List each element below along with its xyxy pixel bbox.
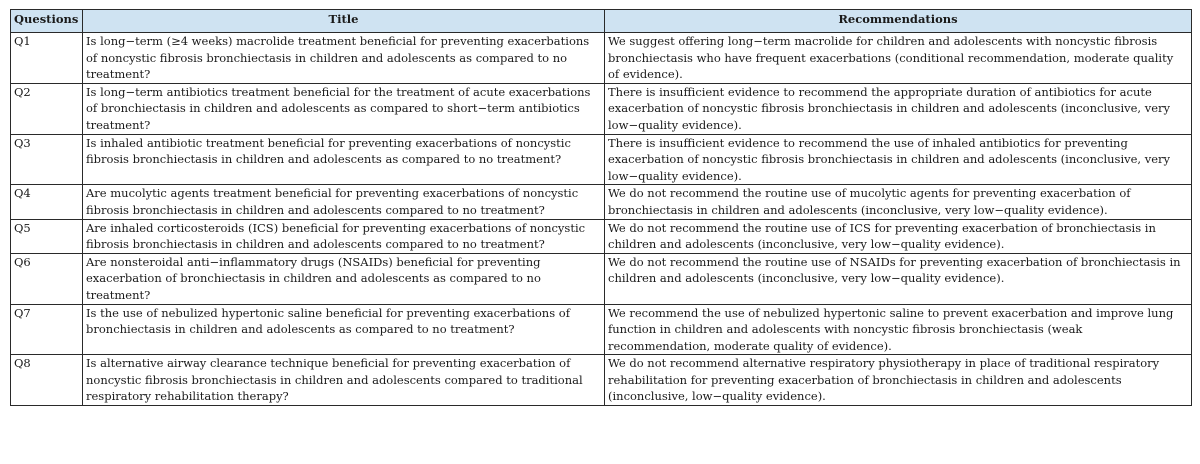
question-title-cell: Is long−term (≥4 weeks) macrolide treatment beneficial for preventing exacerbations of noncystic fibrosis bronchiectasis in children and adolescents as compared to no treatment? [83,33,605,84]
question-id-cell: Q1 [11,33,83,84]
question-title-cell: Are inhaled corticosteroids (ICS) beneficial for preventing exacerbations of noncystic fibrosis bronchiectasis in children and adolescents compared to no treatment? [83,219,605,253]
header-questions: Questions [11,10,83,33]
table-row [11,185,1192,219]
question-title-cell: Is alternative airway clearance technique beneficial for preventing exacerbation of noncystic fibrosis bronchiectasis in children and adolescents compared to traditional respiratory rehabilitation therapy? [83,355,605,406]
table-body [11,33,1192,406]
question-id-cell: Q2 [11,83,83,134]
table-row [11,355,1192,406]
header-row [11,10,1192,33]
recommendation-cell: There is insufficient evidence to recommend the use of inhaled antibiotics for preventing exacerbation of noncystic fibrosis bronchiectasis in children and adolescents (inconclusive, very low−quality evidence). [605,134,1192,185]
question-id-cell: Q5 [11,219,83,253]
question-id-cell: Q7 [11,304,83,355]
recommendation-cell: We do not recommend the routine use of NSAIDs for preventing exacerbation of bronchiectasis in children and adolescents (inconclusive, very low−quality evidence). [605,253,1192,304]
table-row [11,83,1192,134]
recommendation-cell: We do not recommend the routine use of ICS for preventing exacerbation of bronchiectasis in children and adolescents (inconclusive, very low−quality evidence). [605,219,1192,253]
question-id-cell: Q6 [11,253,83,304]
question-title-cell: Are nonsteroidal anti−inflammatory drugs (NSAIDs) beneficial for preventing exacerbation of bronchiectasis in children and adolescents as compared to no treatment? [83,253,605,304]
question-title-cell: Is inhaled antibiotic treatment beneficial for preventing exacerbations of noncystic fibrosis bronchiectasis in children and adolescents as compared to no treatment? [83,134,605,185]
recommendations-table [10,9,1192,406]
question-title-cell: Are mucolytic agents treatment beneficial for preventing exacerbations of noncystic fibrosis bronchiectasis in children and adolescents compared to no treatment? [83,185,605,219]
recommendation-cell: We suggest offering long−term macrolide for children and adolescents with noncystic fibrosis bronchiectasis who have frequent exacerbations (conditional recommendation, moderate quality of evidence). [605,33,1192,84]
table-row [11,134,1192,185]
recommendation-cell: There is insufficient evidence to recommend the appropriate duration of antibiotics for acute exacerbation of noncystic fibrosis bronchiectasis in children and adolescents (inconclusive, very low−quality evidence). [605,83,1192,134]
table-row [11,219,1192,253]
table-header [11,10,1192,33]
table-row [11,33,1192,84]
question-id-cell: Q3 [11,134,83,185]
question-id-cell: Q8 [11,355,83,406]
table-row [11,253,1192,304]
recommendation-cell: We recommend the use of nebulized hypertonic saline to prevent exacerbation and improve lung function in children and adolescents with noncystic fibrosis bronchiectasis (weak recommendation, moderate quality of evidence). [605,304,1192,355]
header-recommendations: Recommendations [605,10,1192,33]
recommendations-table-container [10,9,1192,406]
question-title-cell: Is long−term antibiotics treatment beneficial for the treatment of acute exacerbations of bronchiectasis in children and adolescents as compared to short−term antibiotics treatment? [83,83,605,134]
recommendation-cell: We do not recommend alternative respiratory physiotherapy in place of traditional respiratory rehabilitation for preventing exacerbation of bronchiectasis in children and adolescents (inconclusive, low−quality evidence). [605,355,1192,406]
table-row [11,304,1192,355]
question-id-cell: Q4 [11,185,83,219]
recommendation-cell: We do not recommend the routine use of mucolytic agents for preventing exacerbation of bronchiectasis in children and adolescents (inconclusive, very low−quality evidence). [605,185,1192,219]
header-title: Title [83,10,605,33]
question-title-cell: Is the use of nebulized hypertonic saline beneficial for preventing exacerbations of bronchiectasis in children and adolescents as compared to no treatment? [83,304,605,355]
